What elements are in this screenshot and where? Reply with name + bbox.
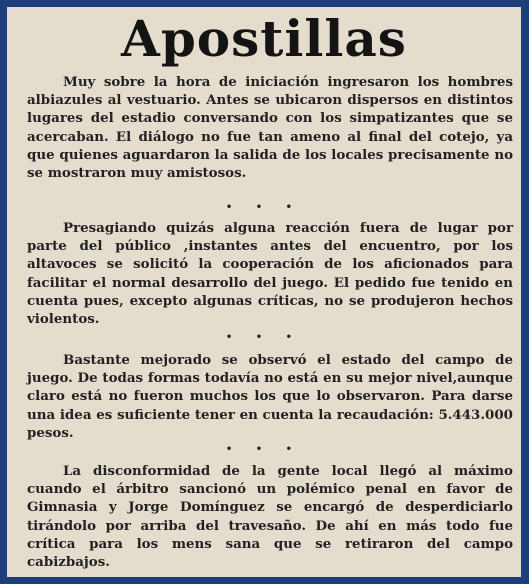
newspaper-clipping	[7, 7, 521, 577]
separator-1: • • •	[225, 202, 303, 213]
article-title: Apostillas	[121, 9, 407, 68]
paragraph-2: Presagiando quizás alguna reacción fuera de lugar por parte del público ,instantes antes del encuentro, por los altavoces se solicitó la cooperación de los aficionados para facilitar el normal desarrollo del juego. El pedido fue tenido en cuenta pues, excepto algunas críticas, no se produjeron hechos violentos.	[27, 220, 513, 328]
paragraph-3: Bastante mejorado se observó el estado del campo de juego. De todas formas todavía no está en su mejor nivel,aunque claro está no fueron muchos los que lo observaron. Para darse una idea es suficiente tener en cuenta la recaudación: 5.443.000 pesos.	[27, 352, 513, 441]
paragraph-1: Muy sobre la hora de iniciación ingresaron los hombres albiazules al vestuario. Antes se ubicaron dispersos en distintos lugares del estadio conversando con los simpatizantes que se acercaban. El diálogo no fue tan ameno al final del cotejo, ya que quienes aguardaron la salida de los locales precisamente no se mostraron muy amistosos.	[27, 74, 513, 182]
separator-3: • • •	[225, 444, 303, 455]
separator-2: • • •	[225, 332, 303, 343]
paragraph-4: La disconformidad de la gente local llegó al máximo cuando el árbitro sancionó un polémico penal en favor de Gimnasia y Jorge Domínguez se encargó de desperdiciarlo tirándolo por arriba del travesaño. De ahí en más todo fue crítica para los mens sana que se retiraron del campo cabizbajos.	[27, 463, 513, 571]
